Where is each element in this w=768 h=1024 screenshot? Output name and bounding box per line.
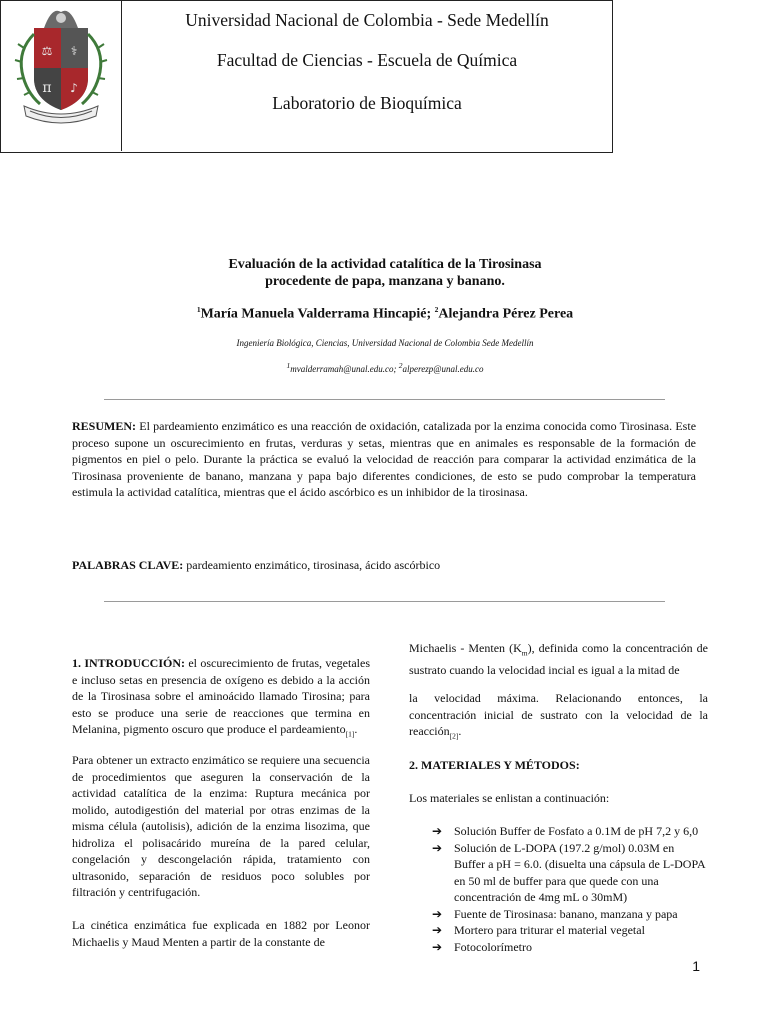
velocity-end: .	[458, 724, 462, 738]
intro-text: el oscurecimiento de frutas, vegetales e incluso setas en presencia de oxígeno es debido a la acción de la Tirosinasa sobre el aminoácido llamado Tirosina; para esto se produce una serie de reacciones que termina en Melanina, pigmento oscuro que produce el pardeamiento	[72, 656, 370, 736]
svg-text:π: π	[42, 80, 52, 96]
svg-text:♪: ♪	[70, 81, 78, 95]
intro-heading: 1. INTRODUCCIÓN:	[72, 656, 186, 670]
list-item: ➔ Fuente de Tirosinasa: banano, manzana y papa	[432, 906, 678, 921]
list-item: ➔ Fotocolorímetro	[432, 939, 532, 954]
extraction-paragraph: Para obtener un extracto enzimático se requiere una secuencia de procedimientos que aseguren la conservación de la actividad catalítica de la enzima: Ruptura mecánica por molido, autodigestión del material por otras enzimas de la misma célula (autolisis), adición de la enzima lisozima, que hidroliza el polisacárido mureína de la pared celular, congelación y descongelación rápida, tratamiento con ultrasonido, separación de residuos poco solubles por filtración y centrifugación.	[72, 753, 370, 899]
svg-text:⚖: ⚖	[41, 44, 53, 58]
abstract-text: El pardeamiento enzimático es una reacción de oxidación, catalizada por la enzima conocida como Tirosinasa. Este proceso supone un oscurecimiento en frutas, verduras y setas, mientras que en animales es responsable de la formación de pigmentos en piel o pelo. Durante la práctica se evaluó la velocidad de reacción para comparar la actividad enzimática de la Tirosinasa proveniente de banano, manzana y papa bajo diferentes condiciones, de esto se pudo comprobar la temperatura estimula la actividad catalítica, mientras que el ácido ascórbico es un inhibidor de la tirosinasa.	[72, 419, 697, 499]
university-crest-logo	[0, 0, 121, 151]
michaelis-paragraph	[409, 640, 708, 678]
keywords-label: PALABRAS CLAVE:	[72, 558, 184, 572]
university-name: Universidad Nacional de Colombia - Sede Medellín	[185, 10, 549, 30]
svg-text:⚕: ⚕	[70, 44, 78, 58]
email1-sup: 1	[286, 361, 291, 370]
email2: alperezp@unal.edu.co	[402, 364, 484, 374]
list-item: ➔ Mortero para triturar el material vegetal	[432, 923, 645, 937]
author2-sup: 2	[434, 305, 439, 314]
author2: Alejandra Pérez Perea	[438, 306, 574, 322]
faculty-name: Facultad de Ciencias - Escuela de Química	[216, 50, 518, 70]
methods-intro: Los materiales se enlistan a continuación:	[409, 791, 610, 805]
lab-name: Laboratorio de Bioquímica	[272, 93, 462, 113]
michaelis-text-b: ), definida como la concentración de sustrato cuando la velocidad incial es igual a la mitad de	[409, 641, 708, 677]
authors	[150, 305, 620, 323]
velocity-ref: [2]	[449, 731, 459, 741]
keywords-text: pardeamiento enzimático, tirosinasa, ácido ascórbico	[186, 558, 441, 572]
list-item: ➔ Solución Buffer de Fosfato a 0.1M de pH 7,2 y 6,0	[432, 824, 699, 838]
methods-heading: 2. MATERIALES Y MÉTODOS:	[409, 758, 580, 772]
email2-sup: 2	[398, 361, 403, 370]
header-box	[0, 0, 613, 153]
emails	[150, 361, 620, 374]
km-subscript: m	[521, 648, 528, 658]
arrow-bullet-icon: ➔	[432, 939, 443, 954]
list-item: ➔ Solución de L-DOPA (197.2 g/mol) 0.03M en Buffer a pH = 6.0. (disuelta una cápsula de L-DOPA en 50 ml de buffer para que quede con una concentración de 4mg mL o 30mM)	[432, 840, 706, 904]
velocity-paragraph	[409, 690, 708, 745]
intro-paragraph	[72, 655, 370, 743]
author1-sup: 1	[196, 305, 201, 314]
arrow-bullet-icon: ➔	[432, 824, 443, 838]
kinetics-paragraph: La cinética enzimática fue explicada en 1882 por Leonor Michaelis y Maud Menten a partir de la constante de	[72, 918, 370, 949]
arrow-bullet-icon: ➔	[432, 923, 443, 937]
top-divider	[104, 399, 665, 400]
intro-end: .	[354, 722, 358, 736]
affiliation: Ingeniería Biológica, Ciencias, Universidad Nacional de Colombia Sede Medellín	[236, 338, 534, 348]
bottom-divider	[104, 601, 665, 602]
email1: mvalderramah@unal.edu.co;	[290, 364, 397, 374]
abstract-label: RESUMEN:	[72, 419, 137, 433]
paper-title	[150, 256, 620, 290]
logo-cell	[0, 0, 122, 151]
intro-ref: [1]	[345, 729, 355, 739]
velocity-text: la velocidad máxima. Relacionando entonces, la concentración inicial de sustrato con la velocidad de la reacción	[409, 691, 708, 738]
keywords	[72, 557, 696, 574]
michaelis-text-a: Michaelis - Menten (K	[409, 641, 522, 655]
arrow-bullet-icon: ➔	[432, 840, 443, 855]
page-number: 1	[692, 958, 700, 974]
arrow-bullet-icon: ➔	[432, 906, 443, 921]
author1: María Manuela Valderrama Hincapié;	[200, 306, 432, 322]
abstract	[72, 418, 696, 501]
paper-title-line-1: Evaluación de la actividad catalítica de la Tirosinasa	[228, 257, 542, 272]
materials-list	[432, 823, 708, 955]
paper-title-line-2: procedente de papa, manzana y banano.	[265, 274, 505, 289]
